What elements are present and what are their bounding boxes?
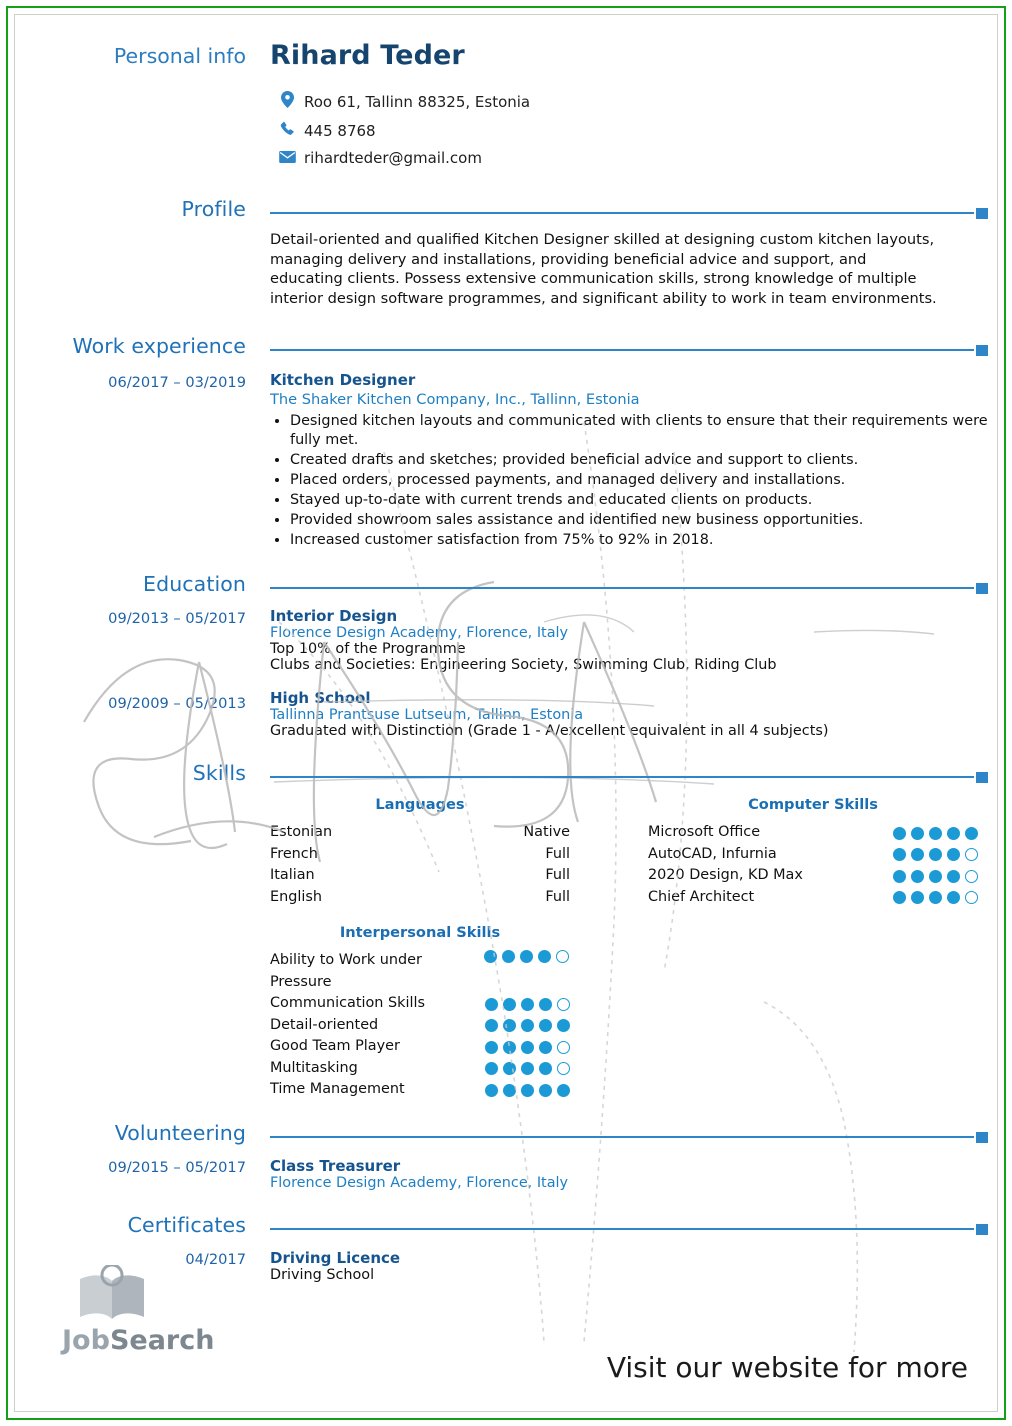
education-entry bbox=[270, 689, 988, 739]
section-title-work-experience: Work experience bbox=[72, 334, 246, 359]
personal-info-label-col bbox=[24, 44, 260, 167]
computer-skill-row bbox=[648, 844, 978, 866]
rating-dots bbox=[485, 1036, 570, 1058]
volunteering-entry-title: Class Treasurer bbox=[270, 1156, 401, 1175]
language-name: English bbox=[270, 888, 322, 905]
contact-address bbox=[270, 91, 988, 112]
skills-columns bbox=[270, 796, 988, 908]
language-name: Estonian bbox=[270, 824, 333, 841]
certificate-entry bbox=[270, 1249, 988, 1283]
rating-dots bbox=[893, 865, 978, 887]
profile-divider bbox=[270, 206, 988, 220]
work-divider bbox=[270, 343, 988, 357]
interpersonal-row bbox=[270, 1015, 570, 1037]
phone-icon bbox=[270, 121, 304, 140]
language-row bbox=[270, 887, 570, 909]
computer-skill-name: Microsoft Office bbox=[648, 824, 761, 841]
contact-phone-value: 445 8768 bbox=[304, 121, 376, 140]
language-level: Native bbox=[523, 824, 570, 841]
rating-dots bbox=[485, 1079, 570, 1101]
certificate-entry-organisation: Driving School bbox=[270, 1266, 375, 1283]
interpersonal-name: Multitasking bbox=[270, 1059, 358, 1076]
contact-list bbox=[270, 91, 988, 167]
interpersonal-block bbox=[270, 924, 570, 1101]
volunteering-entry-dates: 09/2015 – 05/2017 bbox=[108, 1158, 246, 1176]
certificates-divider bbox=[270, 1222, 988, 1236]
computer-skill-name: Chief Architect bbox=[648, 888, 755, 905]
contact-phone bbox=[270, 121, 988, 140]
interpersonal-name: Detail-oriented bbox=[270, 1016, 379, 1033]
section-work-experience bbox=[24, 334, 988, 550]
education-entry-organisation: Florence Design Academy, Florence, Italy bbox=[270, 625, 569, 642]
interpersonal-name: Good Team Player bbox=[270, 1038, 400, 1055]
logo-text-search: Search bbox=[109, 1325, 215, 1356]
work-entry bbox=[270, 371, 988, 550]
work-entry-dates: 06/2017 – 03/2019 bbox=[108, 374, 246, 392]
certificate-entry-title: Driving Licence bbox=[270, 1248, 401, 1267]
work-bullet: • Provided showroom sales assistance and identified new business opportunities. bbox=[290, 511, 988, 530]
section-profile bbox=[24, 197, 988, 308]
rating-dots bbox=[484, 950, 569, 963]
volunteering-divider bbox=[270, 1130, 988, 1144]
education-entry-title: Interior Design bbox=[270, 607, 398, 626]
section-title-skills: Skills bbox=[192, 761, 246, 786]
section-skills bbox=[24, 761, 988, 1101]
education-entry-detail: Graduated with Distinction (Grade 1 - A/excellent equivalent in all 4 subjects) bbox=[270, 723, 829, 740]
visit-website-text: Visit our website for more bbox=[606, 1351, 968, 1384]
contact-address-value: Roo 61, Tallinn 88325, Estonia bbox=[304, 92, 531, 111]
work-bullet: • Designed kitchen layouts and communicated with clients to ensure that their requirements were fully met. bbox=[290, 412, 988, 450]
skills-label-col bbox=[24, 761, 260, 1101]
rating-dots bbox=[893, 822, 978, 844]
education-label-col bbox=[24, 572, 260, 739]
work-entry-bullets bbox=[270, 412, 988, 550]
section-title-volunteering: Volunteering bbox=[114, 1120, 246, 1145]
rating-dots bbox=[893, 887, 978, 909]
personal-info-content bbox=[260, 40, 988, 167]
language-row bbox=[270, 822, 570, 844]
envelope-icon bbox=[270, 149, 304, 167]
work-entry-title: Kitchen Designer bbox=[270, 371, 416, 390]
languages-block bbox=[270, 796, 570, 908]
work-label-col bbox=[24, 334, 260, 550]
language-name: French bbox=[270, 845, 318, 862]
interpersonal-name: Time Management bbox=[270, 1081, 405, 1098]
work-bullet: • Created drafts and sketches; provided beneficial advice and support to clients. bbox=[290, 451, 988, 470]
interpersonal-heading: Interpersonal Skills bbox=[339, 924, 501, 942]
work-entry-organisation: The Shaker Kitchen Company, Inc., Tallinn, Estonia bbox=[270, 391, 640, 409]
work-bullet: • Placed orders, processed payments, and managed delivery and installations. bbox=[290, 471, 988, 490]
computer-skills-list bbox=[648, 822, 978, 908]
language-row bbox=[270, 865, 570, 887]
section-title-personal-info: Personal info bbox=[113, 44, 246, 68]
computer-skill-row bbox=[648, 822, 978, 844]
education-entry-dates: 09/2009 – 05/2013 bbox=[108, 695, 246, 713]
volunteering-content bbox=[260, 1121, 988, 1191]
language-name: Italian bbox=[270, 867, 315, 884]
rating-dots bbox=[485, 1058, 570, 1080]
education-entry-detail: Top 10% of the Programme bbox=[270, 641, 466, 658]
interpersonal-row bbox=[270, 1079, 570, 1101]
section-volunteering bbox=[24, 1121, 988, 1191]
profile-text: Detail-oriented and qualified Kitchen Designer skilled at designing custom kitchen layouts, managing delivery and installations, providing beneficial advice and support, and educating clients. Possess extensive communication skills, strong knowledge of multiple interior design software programmes, and significant ability to work in team environments. bbox=[270, 231, 937, 307]
section-title-certificates: Certificates bbox=[127, 1212, 246, 1237]
computer-skill-row bbox=[648, 887, 978, 909]
languages-list bbox=[270, 822, 570, 908]
profile-label-col bbox=[24, 197, 260, 308]
contact-email-value: rihardteder@gmail.com bbox=[304, 149, 482, 167]
section-personal-info bbox=[24, 40, 988, 167]
language-level: Full bbox=[545, 888, 570, 905]
logo-text-job: Job bbox=[62, 1325, 110, 1356]
language-row bbox=[270, 844, 570, 866]
languages-heading: Languages bbox=[375, 796, 465, 814]
work-bullet: • Increased customer satisfaction from 75% to 92% in 2018. bbox=[290, 531, 988, 550]
education-entry-organisation: Tallinna Prantsuse Lutseum, Tallinn, Estonia bbox=[270, 707, 584, 724]
contact-email bbox=[270, 149, 988, 167]
language-level: Full bbox=[545, 845, 570, 862]
education-entry-detail: Clubs and Societies: Engineering Society, Swimming Club, Riding Club bbox=[270, 657, 777, 674]
book-icon bbox=[76, 1265, 148, 1323]
rating-dots bbox=[893, 844, 978, 866]
section-education bbox=[24, 572, 988, 739]
interpersonal-row bbox=[270, 1036, 570, 1058]
skills-content bbox=[260, 761, 988, 1101]
education-entry-title: High School bbox=[270, 689, 371, 708]
work-bullet: • Stayed up-to-date with current trends and educated clients on products. bbox=[290, 491, 988, 510]
volunteering-label-col bbox=[24, 1121, 260, 1191]
education-content bbox=[260, 572, 988, 739]
interpersonal-list bbox=[270, 950, 570, 1101]
resume-page bbox=[24, 22, 988, 1402]
certificate-entry-dates: 04/2017 bbox=[185, 1250, 246, 1268]
education-entry-dates: 09/2013 – 05/2017 bbox=[108, 610, 246, 628]
work-content bbox=[260, 334, 988, 550]
computer-skill-name: AutoCAD, Infurnia bbox=[648, 845, 777, 862]
education-divider bbox=[270, 581, 988, 595]
section-title-education: Education bbox=[143, 572, 246, 597]
education-entry bbox=[270, 607, 988, 673]
profile-content bbox=[260, 197, 988, 308]
computer-skill-name: 2020 Design, KD Max bbox=[648, 867, 803, 884]
rating-dots bbox=[485, 993, 570, 1015]
interpersonal-name: Ability to Work under Pressure bbox=[270, 952, 422, 990]
page-title: Rihard Teder bbox=[270, 40, 465, 71]
computer-skill-row bbox=[648, 865, 978, 887]
volunteering-entry bbox=[270, 1157, 988, 1191]
volunteering-entry-organisation: Florence Design Academy, Florence, Italy bbox=[270, 1174, 569, 1191]
logo-text bbox=[62, 1325, 214, 1356]
computer-skills-heading: Computer Skills bbox=[748, 796, 878, 814]
location-pin-icon bbox=[270, 91, 304, 112]
interpersonal-name: Communication Skills bbox=[270, 995, 425, 1012]
skills-divider bbox=[270, 770, 988, 784]
interpersonal-row bbox=[270, 993, 570, 1015]
interpersonal-row bbox=[270, 950, 570, 993]
interpersonal-row bbox=[270, 1058, 570, 1080]
language-level: Full bbox=[545, 867, 570, 884]
rating-dots bbox=[485, 1015, 570, 1037]
jobsearch-logo bbox=[62, 1265, 214, 1356]
computer-skills-block bbox=[648, 796, 978, 908]
section-title-profile: Profile bbox=[181, 197, 246, 221]
certificates-content bbox=[260, 1213, 988, 1283]
